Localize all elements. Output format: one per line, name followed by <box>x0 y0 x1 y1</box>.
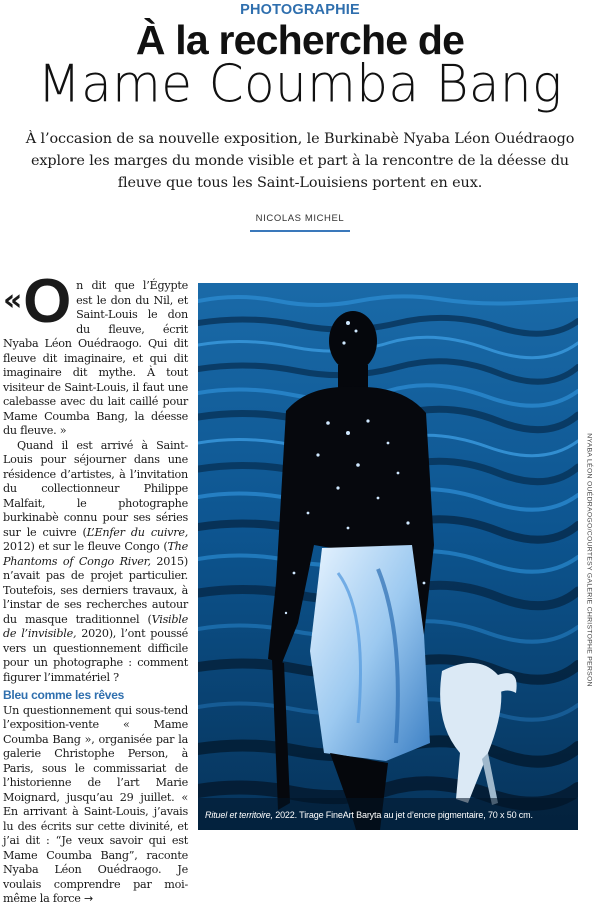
lede-paragraph: À l’occasion de sa nouvelle exposition, le Burkinabè Nyaba Léon Ouédraogo explore les marges du monde visible et part à la rencontre de la déesse du fleuve que tous les Saint-Louisiens portent en eux. <box>25 131 575 191</box>
section-label: PHOTOGRAPHIE <box>240 2 360 18</box>
byline[interactable]: NICOLAS MICHEL <box>255 213 345 224</box>
second-paragraph <box>3 439 188 686</box>
article-body <box>3 267 189 907</box>
photo-illustration <box>198 283 578 830</box>
paragraph-text: Quand il est arrivé à Saint-Louis pour séjourner dans une résidence d’artistes, à l’invitation du collectionneur Philippe Malfait, le photographe burkinabè connu pour ses séries sur le cuivre ( <box>3 438 188 539</box>
headline-line-1: À la recherche de <box>135 17 465 63</box>
paragraph-text: 2012) et sur le fleuve Congo ( <box>3 540 168 553</box>
caption-text: 2022. Tirage FineArt Baryta au jet d’encre pigmentaire, 70 x 50 cm. <box>272 810 533 820</box>
opening-text: n dit que l’Égypte est le don du Nil, et Saint-Louis le don du fleuve, écrit Nyaba Léon Ouédraogo. Qui dit fleuve dit imaginaire, et qui dit imaginaire dit mythe. À tout visiteur de Saint-Louis, il faut une calebasse avec du lait caillé pour Mame Coumba Bang, la déesse du fleuve. » <box>3 279 188 437</box>
photo-caption <box>205 810 575 820</box>
work-title: L’Enfer du cuivre, <box>86 525 188 539</box>
drop-cap: O <box>23 267 72 336</box>
paragraph-text: 2020), l’ont poussé vers un questionnement difficile pour un photographe : comment figurer l’immatériel ? <box>3 627 189 684</box>
caption-title: Rituel et territoire, <box>205 810 273 820</box>
work-title: The Phantoms of Congo River, <box>3 540 188 568</box>
feature-photo <box>198 283 578 830</box>
headline-line-2: Mame Coumba Bang <box>37 53 563 115</box>
paragraph-text: 2015) n’avait pas de projet particulier. Toutefois, ses derniers travaux, à l’instar de ses recherches autour du masque traditionnel ( <box>3 554 188 626</box>
continue-arrow-icon[interactable]: → <box>84 892 93 905</box>
open-quote-mark: « <box>3 283 23 318</box>
byline-underline <box>250 230 350 232</box>
third-paragraph <box>3 704 188 907</box>
subheading: Bleu comme les rêves <box>3 688 125 702</box>
photo-credit-text: NYABA LÉON OUÉDRAOGO/COURTESY GALERIE CHRISTOPHE PERSON <box>585 433 593 687</box>
work-title: Visible de l’invisible, <box>3 612 188 640</box>
opening-paragraph <box>3 267 188 439</box>
paragraph-text: Un questionnement qui sous-tend l’exposition-vente « Mame Coumba Bang », organisée par la galerie Christophe Person, à Paris, sous le commissariat de l’historienne de l’art Marie Moignard, jusqu’au 29 juillet. « En arrivant à Saint-Louis, j’avais lu des écrits sur cette divinité, et j’ai dit : “Je veux savoir qui est Mame Coumba Bang”, raconte Nyaba Léon Ouédraogo. Je voulais comprendre par moi-même la force <box>3 703 188 905</box>
